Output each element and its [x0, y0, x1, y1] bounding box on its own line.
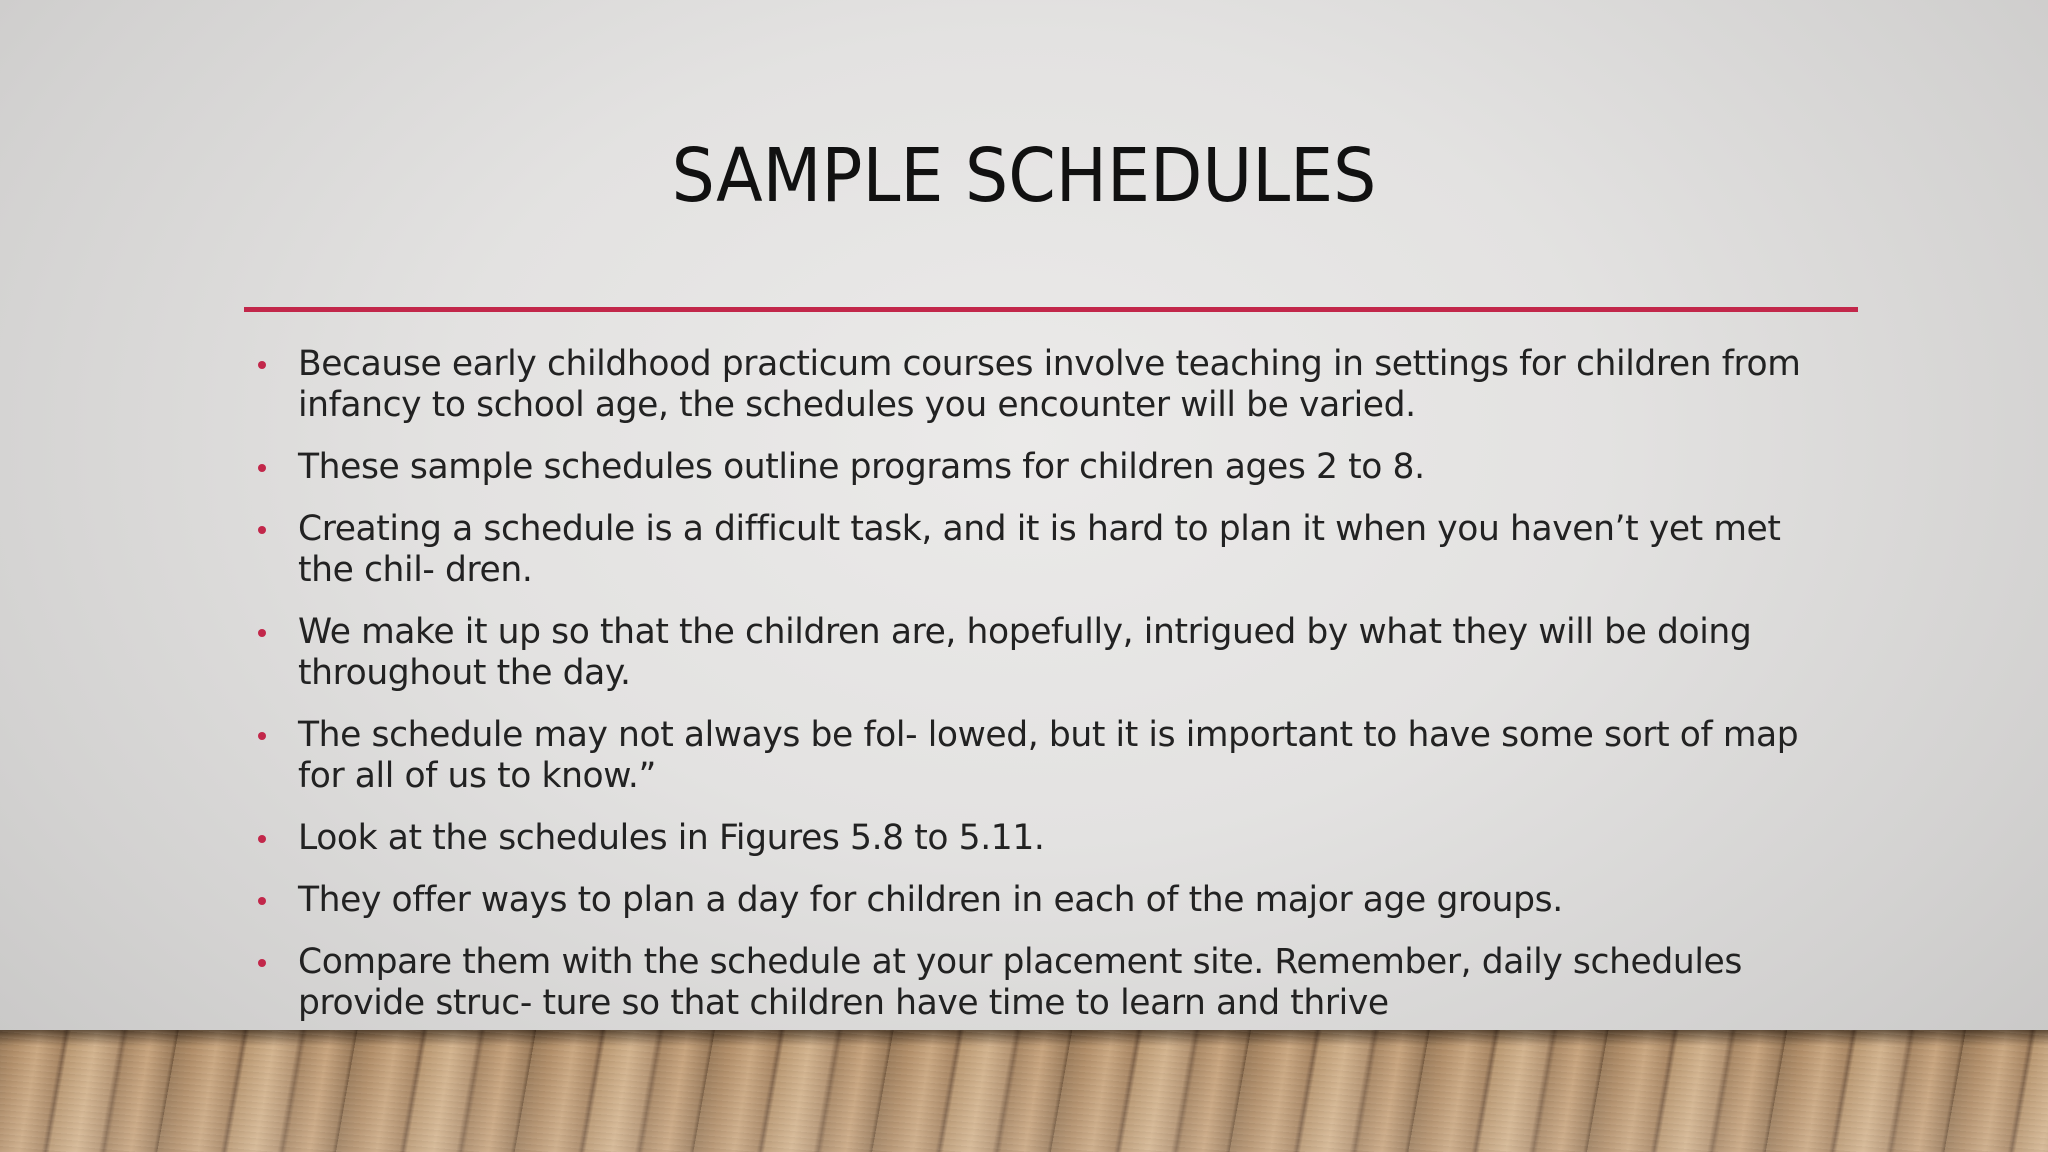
bullet-text: These sample schedules outline programs for children ages 2 to 8.	[298, 447, 1425, 487]
bullet-dot-icon	[258, 361, 266, 369]
bullet-item	[256, 818, 1836, 859]
slide-title: SAMPLE SCHEDULES	[671, 133, 1377, 219]
bullet-item	[256, 880, 1836, 921]
bullet-item	[256, 942, 1836, 1024]
bullet-dot-icon	[258, 732, 266, 740]
bullet-item	[256, 509, 1836, 591]
bullet-item	[256, 715, 1836, 797]
bullet-dot-icon	[258, 526, 266, 534]
bullet-text: They offer ways to plan a day for children in each of the major age groups.	[298, 880, 1563, 920]
bullet-text: We make it up so that the children are, hopefully, intrigued by what they will be doing throughout the day.	[298, 612, 1752, 693]
bullet-text: Look at the schedules in Figures 5.8 to 5.11.	[298, 818, 1045, 858]
bullet-item	[256, 344, 1836, 426]
wood-floor-background	[0, 1030, 2048, 1152]
bullet-list	[256, 344, 1836, 1045]
bullet-item	[256, 612, 1836, 694]
bullet-dot-icon	[258, 629, 266, 637]
title-divider	[244, 307, 1858, 312]
bullet-text: Because early childhood practicum courses involve teaching in settings for children from infancy to school age, the schedules you encounter will be varied.	[298, 344, 1801, 425]
bullet-text: Compare them with the schedule at your placement site. Remember, daily schedules provide struc- ture so that children have time to learn and thrive	[298, 942, 1742, 1023]
bullet-dot-icon	[258, 464, 266, 472]
bullet-item	[256, 447, 1836, 488]
bullet-text: The schedule may not always be fol- lowed, but it is important to have some sort of map for all of us to know.”	[298, 715, 1799, 796]
bullet-dot-icon	[258, 835, 266, 843]
bullet-dot-icon	[258, 897, 266, 905]
bullet-text: Creating a schedule is a difficult task, and it is hard to plan it when you haven’t yet met the chil- dren.	[298, 509, 1781, 590]
bullet-dot-icon	[258, 959, 266, 967]
